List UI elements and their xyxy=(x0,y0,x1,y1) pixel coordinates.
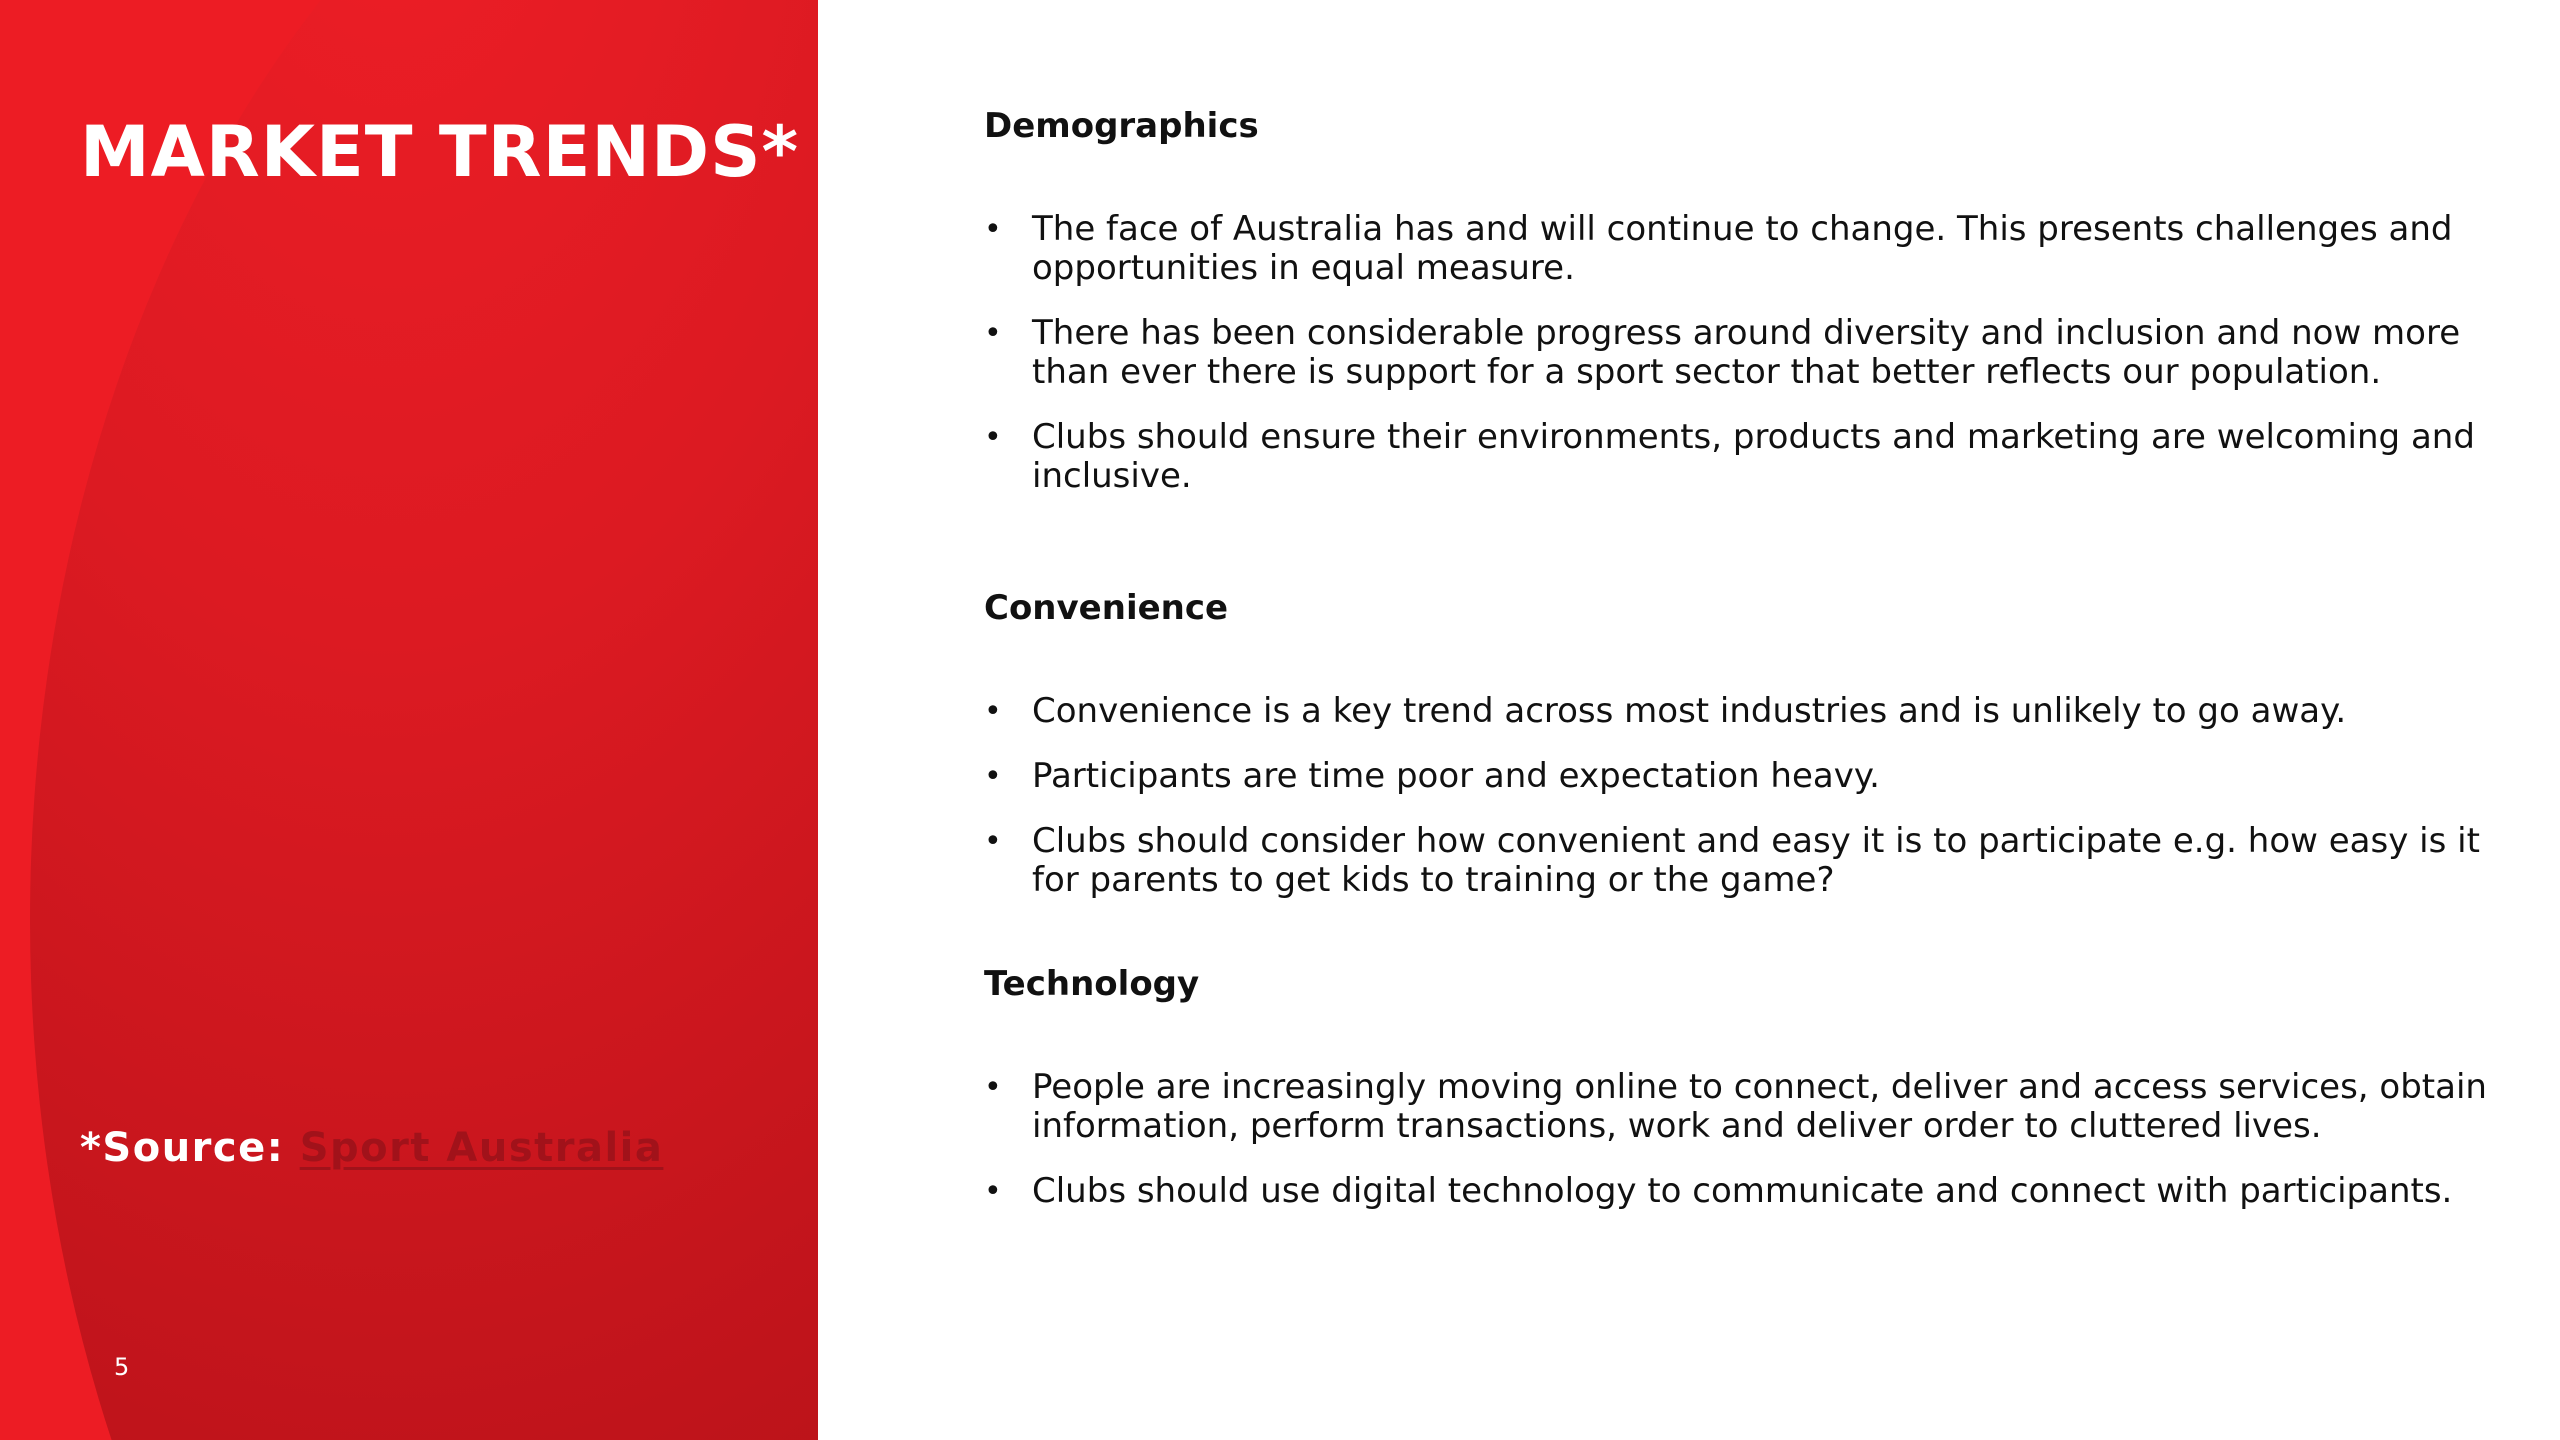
source-link[interactable]: Sport Australia xyxy=(299,1125,664,1171)
page-number: 5 xyxy=(114,1353,130,1381)
section-heading-demographics: Demographics xyxy=(984,106,1259,146)
bullet-item: • There has been considerable progress around diversity and inclusion and now more than ever there is support for a sport sector that better reflects our population. xyxy=(984,314,2514,392)
bullet-item: • Clubs should use digital technology to communicate and connect with participants. xyxy=(984,1172,2514,1211)
slide-title: MARKET TRENDS* xyxy=(80,111,800,193)
title-panel xyxy=(0,0,818,1440)
bullet-item: • People are increasingly moving online to connect, deliver and access services, obtain information, perform transactions, work and deliver order to cluttered lives. xyxy=(984,1068,2514,1146)
bullet-list-demographics xyxy=(984,210,2514,522)
bullet-list-technology xyxy=(984,1068,2514,1237)
bullet-item: • Clubs should consider how convenient and easy it is to participate e.g. how easy is it for parents to get kids to training or the game? xyxy=(984,822,2514,900)
bullet-item: • Clubs should ensure their environments, products and marketing are welcoming and inclusive. xyxy=(984,418,2514,496)
bullet-item: • Convenience is a key trend across most industries and is unlikely to go away. xyxy=(984,692,2514,731)
section-heading-technology: Technology xyxy=(984,964,1200,1004)
bullet-list-convenience xyxy=(984,692,2514,926)
bullet-item: • The face of Australia has and will continue to change. This presents challenges and opportunities in equal measure. xyxy=(984,210,2514,288)
bullet-item: • Participants are time poor and expectation heavy. xyxy=(984,757,2514,796)
source-label: *Source: xyxy=(80,1125,285,1171)
section-heading-convenience: Convenience xyxy=(984,588,1229,628)
panel-gradient-shape xyxy=(30,0,818,1440)
source-citation xyxy=(80,1122,663,1174)
